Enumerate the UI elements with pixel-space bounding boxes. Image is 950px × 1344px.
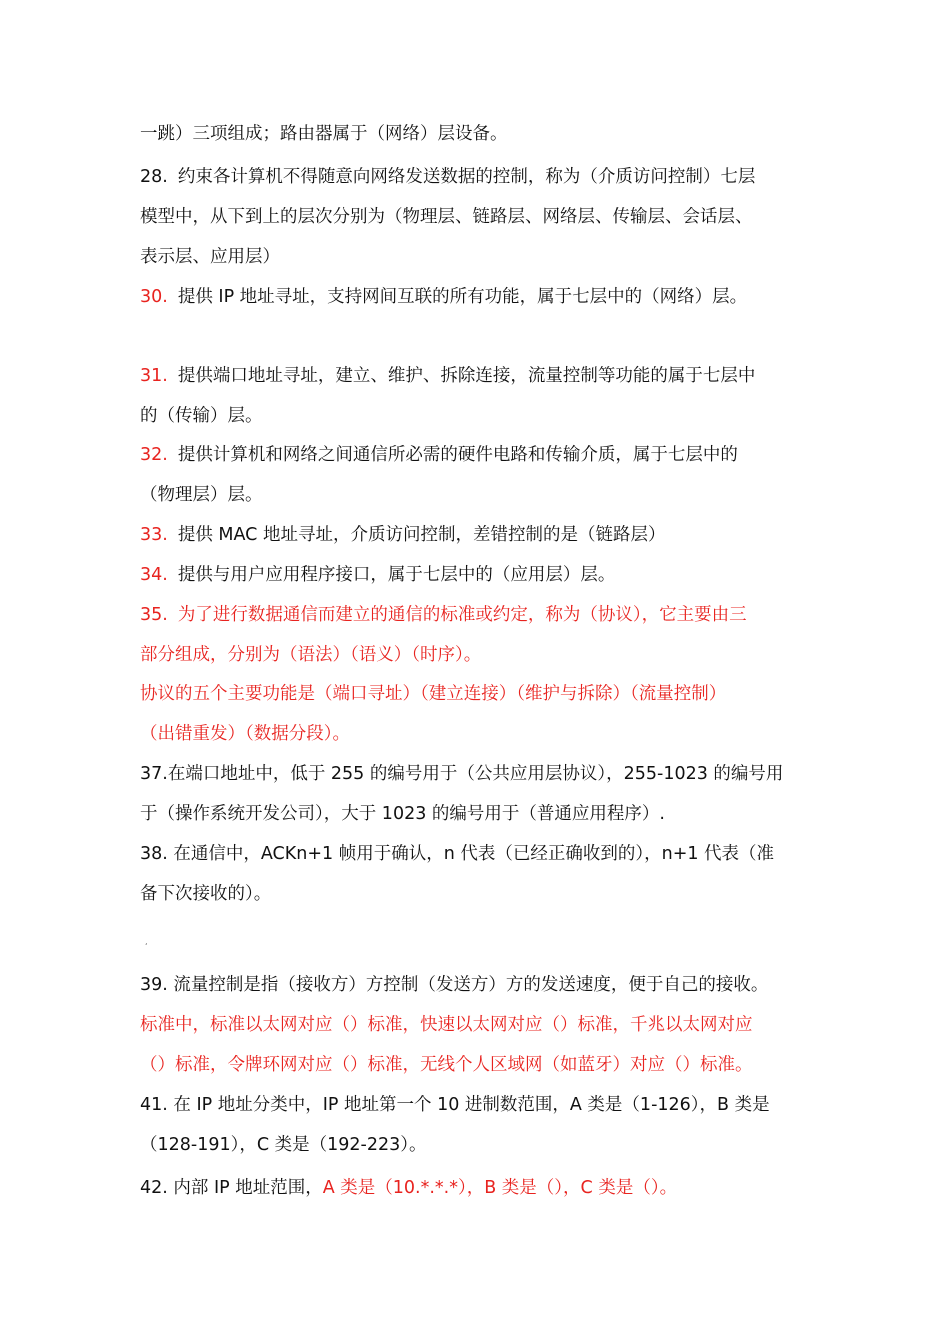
- text-line: 一跳）三项组成；路由器属于（网络）层设备。: [140, 124, 508, 144]
- text-line: （）标准，令牌环网对应（）标准，无线个人区域网（如蓝牙）对应（）标准。: [140, 1055, 753, 1075]
- item-33: [140, 523, 665, 547]
- item-32: [140, 443, 738, 467]
- item-text: 42. 内部 IP 地址范围，: [140, 1178, 323, 1198]
- item-number: 33.: [140, 525, 168, 545]
- item-text: 约束各计算机不得随意向网络发送数据的控制，称为（介质访问控制）七层: [177, 167, 756, 187]
- item-39: 39. 流量控制是指（接收方）方控制（发送方）方的发送速度，便于自己的接收。: [140, 975, 769, 995]
- item-number: 35.: [140, 605, 168, 625]
- text-line: 于（操作系统开发公司），大于 1023 的编号用于（普通应用程序）.: [140, 804, 665, 824]
- item-34: [140, 563, 615, 587]
- item-41: 41. 在 IP 地址分类中，IP 地址第一个 10 进制数范围，A 类是（1-126），B 类是: [140, 1095, 770, 1115]
- text-line: （128-191），C 类是（192-223）。: [140, 1135, 427, 1155]
- text-line: 协议的五个主要功能是（端口寻址）（建立连接）（维护与拆除）（流量控制）: [140, 684, 727, 704]
- text-line: 标准中，标准以太网对应（）标准，快速以太网对应（）标准，千兆以太网对应: [140, 1015, 753, 1035]
- text-line: （物理层）层。: [140, 485, 263, 505]
- item-number: 30.: [140, 287, 168, 307]
- item-text: 提供与用户应用程序接口，属于七层中的（应用层）层。: [177, 565, 616, 585]
- item-text-red: A 类是（10.*.*.*），B 类是（），C 类是（）。: [322, 1178, 678, 1198]
- item-number: 31.: [140, 366, 168, 386]
- item-text: 提供端口地址寻址，建立、维护、拆除连接，流量控制等功能的属于七层中: [177, 366, 756, 386]
- item-35: [140, 603, 747, 627]
- text-line: 模型中，从下到上的层次分别为（物理层、链路层、网络层、传输层、会话层、: [140, 207, 753, 227]
- item-text: 提供 MAC 地址寻址，介质访问控制，差错控制的是（链路层）: [177, 525, 666, 545]
- item-38: 38. 在通信中，ACKn+1 帧用于确认，n 代表（已经正确收到的），n+1 代表（准: [140, 844, 775, 864]
- text-line: 表示层、应用层）: [140, 247, 280, 267]
- text-line: 的（传输）层。: [140, 406, 263, 426]
- text-line: 部分组成，分别为（语法）（语义）（时序）。: [140, 645, 482, 665]
- item-37: 37.在端口地址中，低于 255 的编号用于（公共应用层协议），255-1023 的编号用: [140, 764, 784, 784]
- item-text: 为了进行数据通信而建立的通信的标准或约定，称为（协议），它主要由三: [177, 605, 747, 625]
- text-line: （出错重发）（数据分段）。: [140, 724, 350, 744]
- stray-mark: ‘: [145, 942, 148, 951]
- item-number: 28.: [140, 167, 168, 187]
- item-28: [140, 165, 755, 189]
- item-number: 34.: [140, 565, 168, 585]
- item-text: 提供计算机和网络之间通信所必需的硬件电路和传输介质，属于七层中的: [177, 445, 738, 465]
- text-line: 备下次接收的）。: [140, 884, 272, 904]
- item-text: 提供 IP 地址寻址，支持网间互联的所有功能，属于七层中的（网络）层。: [177, 287, 748, 307]
- item-42: [140, 1176, 677, 1200]
- item-number: 32.: [140, 445, 168, 465]
- item-31: [140, 364, 755, 388]
- item-30: [140, 285, 747, 309]
